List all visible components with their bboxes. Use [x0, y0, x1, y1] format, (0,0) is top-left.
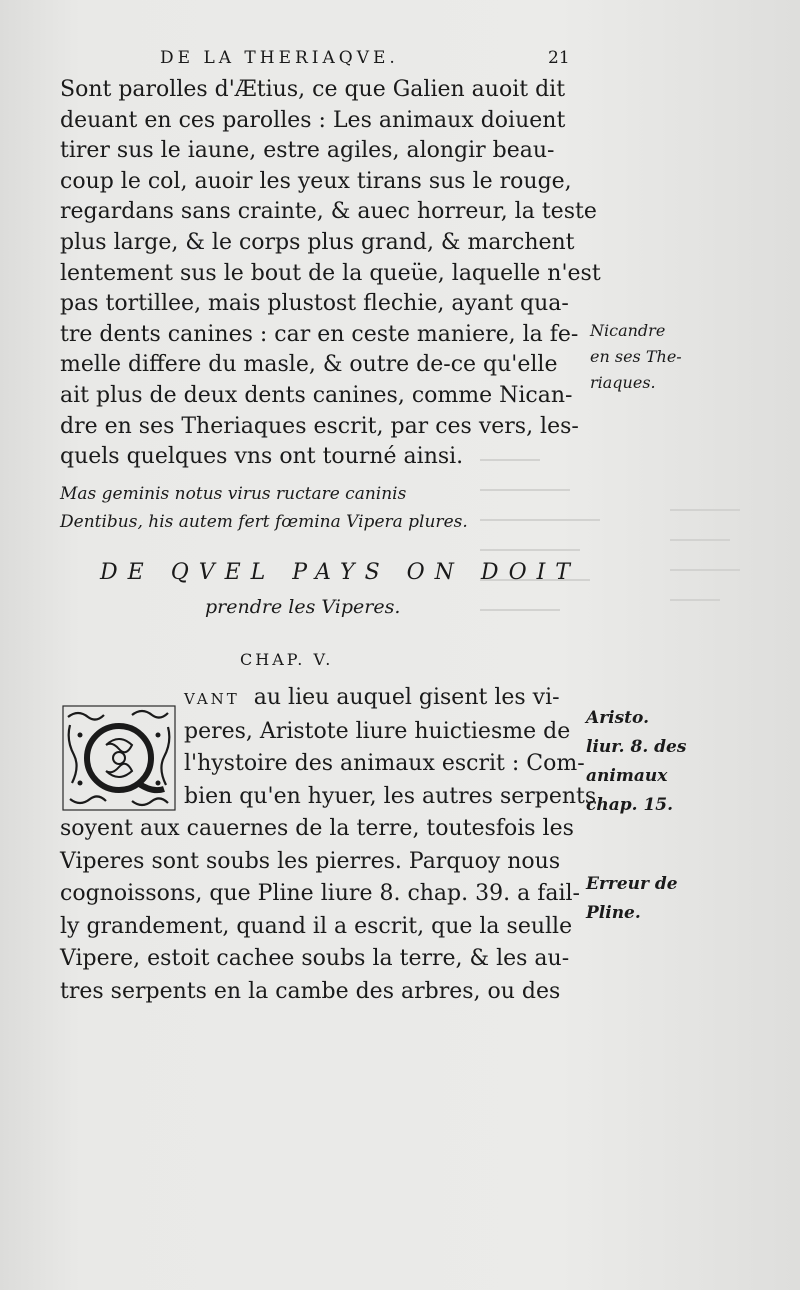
text-line: peres, Aristote liure huictiesme de: [184, 718, 571, 744]
text-line: Sont parolles d'Ætius, ce que Galien auoit dit: [60, 77, 566, 102]
margin-note-erreur: [586, 870, 678, 928]
text-line: cognoissons, que Pline liure 8. chap. 39. a fail-: [60, 881, 580, 906]
margin-line: Aristo.: [586, 708, 649, 728]
text-line: plus large, & le corps plus grand, & marchent: [60, 229, 575, 255]
text-line: ait plus de deux dents canines, comme Nican-: [60, 382, 573, 408]
text-line: pas tortillee, mais plustost flechie, ayant qua-: [60, 291, 569, 317]
text-line: quels quelques vns ont tourné ainsi.: [60, 444, 464, 470]
margin-line: riaques.: [590, 373, 656, 392]
text-line: tres serpents en la cambe des arbres, ou des: [60, 978, 561, 1004]
verse-line: Dentibus, his autem fert fœmina Vipera plures.: [60, 512, 468, 532]
text-line: melle differe du masle, & outre de-ce qu'elle: [60, 352, 558, 378]
latin-verse: [60, 480, 580, 536]
margin-note-aristote: [586, 704, 686, 820]
page-header: [0, 48, 800, 72]
margin-line: Nicandre: [590, 321, 666, 340]
text-line: bien qu'en hyuer, les autres serpents: [184, 783, 597, 809]
margin-line: chap. 15.: [586, 795, 674, 815]
text-line: Vipere, estoit cachee soubs la terre, & les au-: [60, 946, 570, 971]
text-line: dre en ses Theriaques escrit, par ces vers, les-: [60, 413, 579, 439]
chapter-number: CHAP. V.: [240, 650, 334, 669]
margin-line: en ses The-: [590, 347, 682, 366]
first-word-smallcaps: VANT: [184, 690, 240, 708]
text-line: coup le col, auoir les yeux tirans sus le rouge,: [60, 168, 572, 194]
text-line: l'hystoire des animaux escrit : Com-: [184, 751, 585, 776]
margin-line: animaux: [586, 766, 668, 786]
paragraph-aetius: [60, 75, 601, 473]
margin-line: liur. 8. des: [586, 737, 687, 757]
text-line: lentement sus le bout de la queüe, laquelle n'est: [60, 260, 601, 286]
text-line: tre dents canines : car en ceste maniere, la fe-: [60, 321, 579, 347]
text-line: deuant en ces parolles : Les animaux doiuent: [60, 107, 566, 133]
text-fragment: au lieu auquel gisent les vi-: [253, 685, 560, 710]
margin-note-nicandre: [590, 318, 682, 396]
text-line-first: [60, 682, 580, 716]
chapter-title: DE QVEL PAYS ON DOIT: [100, 560, 580, 585]
margin-line: Pline.: [586, 903, 641, 923]
text-line: ly grandement, quand il a escrit, que la seulle: [60, 913, 573, 939]
paragraph-viperes: [60, 682, 597, 1008]
text-line: Viperes sont soubs les pierres. Parquoy nous: [60, 848, 561, 874]
margin-line: Erreur de: [586, 874, 678, 894]
verse-line: Mas geminis notus virus ructare caninis: [60, 484, 407, 504]
running-head: DE LA THERIAQVE.: [160, 48, 399, 68]
text-line: regardans sans crainte, & auec horreur, la teste: [60, 199, 597, 225]
text-line: tirer sus le iaune, estre agiles, alongir beau-: [60, 138, 555, 164]
page-number: 21: [548, 48, 570, 68]
chapter-subtitle: prendre les Viperes.: [205, 596, 401, 618]
text-line: soyent aux cauernes de la terre, toutesfois les: [60, 816, 574, 841]
